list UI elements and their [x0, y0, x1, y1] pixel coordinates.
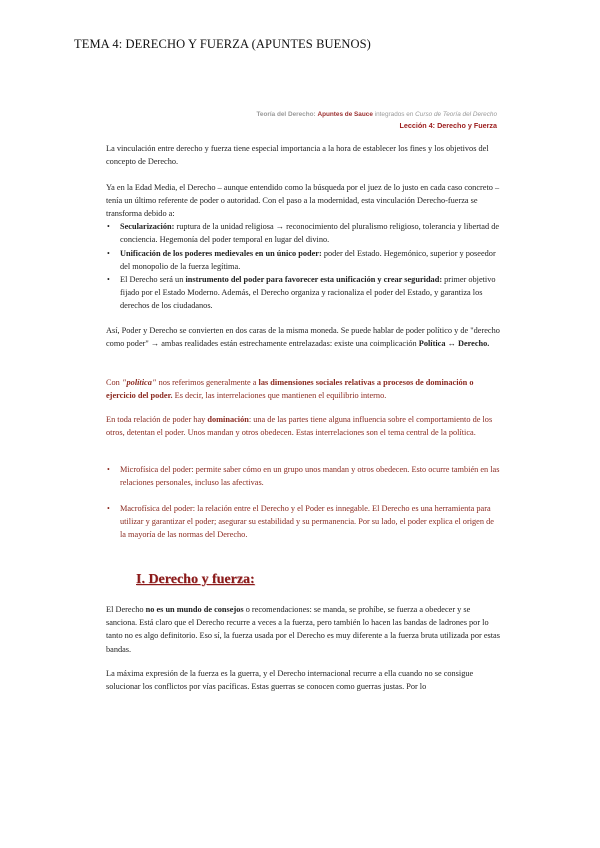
document-title: TEMA 4: DERECHO Y FUERZA (APUNTES BUENOS)	[74, 37, 371, 51]
header-part4: Curso de Teoría del Derecho	[415, 111, 497, 118]
list-item-bold: Secularización:	[120, 222, 175, 231]
list-item-text: ruptura de la unidad religiosa → reconocimiento del pluralismo religioso, tolerancia y libertad de conciencia. Hegemonía del poder temporal en lugar del divino.	[120, 222, 500, 245]
paragraph-bold: no es un mundo de consejos	[145, 605, 244, 614]
paragraph-guerra: La máxima expresión de la fuerza es la guerra, y el Derecho internacional recurre a ella cuando no se consigue solucionar los conflictos por vías pacíficas. Estas guerras se conocen como guerras justas. Por lo	[106, 669, 474, 692]
paragraph-bold: las dimensiones sociales relativas a procesos de dominación o ejercicio del poder.	[106, 378, 474, 401]
list-item-text: El Derecho será un	[120, 275, 184, 284]
paragraph-intro: La vinculación entre derecho y fuerza tiene especial importancia a la hora de establecer los fines y los objetivos del concepto de Derecho.	[106, 144, 489, 167]
paragraph-politica	[106, 376, 500, 402]
paragraph-edad-media: Ya en la Edad Media, el Derecho – aunque entendido como la búsqueda por el juez de lo justo en cada caso concreto – tenía un último referente de poder o autoridad. Con el paso a la modernidad, esta vinculación Derecho-fuerza se transforma debido a:	[106, 183, 500, 219]
paragraph-quote: "política"	[121, 378, 157, 387]
bullet-icon: •	[107, 275, 110, 284]
list-item	[107, 220, 500, 246]
list-item-text: poder del Estado. Hegemónico, superior y poseedor del monopolio de la fuerza legítima.	[120, 249, 496, 272]
paragraph-bold: dominación	[207, 415, 249, 424]
paragraph-text: Es decir, las interrelaciones que mantienen el equilibrio interno.	[174, 391, 387, 401]
header-part2: Apuntes de Sauce	[317, 111, 373, 118]
bullet-icon: •	[107, 504, 110, 513]
paragraph-dominacion	[106, 413, 500, 439]
header-part3: integrados en	[374, 111, 414, 118]
list-item	[107, 247, 500, 273]
list-item-text: Microfísica del poder: permite saber cómo en un grupo unos mandan y otros obedecen. Esto ocurre también en las relaciones personales, incluso las afectivas.	[120, 465, 500, 488]
paragraph-text: Así, Poder y Derecho se convierten en dos caras de la misma moneda. Se puede hablar de poder político y de "derecho como poder" → ambas realidades están estrechamente entrelazadas: existe una coimplicación	[106, 326, 500, 349]
paragraph-derecho-fuerza	[106, 603, 500, 656]
paragraph-bold: Política ↔ Derecho.	[418, 339, 490, 349]
paragraph-poder-derecho	[106, 324, 500, 350]
bullet-icon: •	[107, 465, 110, 474]
list-item-bold: instrumento del poder para favorecer esta unificación y crear seguridad:	[185, 275, 443, 284]
section-heading: I. Derecho y fuerza:	[136, 572, 255, 587]
bullet-icon: •	[107, 222, 110, 231]
lesson-header: Lección 4: Derecho y Fuerza	[399, 121, 497, 130]
list-item-bold: Unificación de los poderes medievales en un único poder:	[120, 249, 322, 258]
paragraph-text: nos referimos generalmente a	[158, 378, 257, 387]
bullet-icon: •	[107, 249, 110, 258]
paragraph-text: : una de las partes tiene alguna influencia sobre el comportamiento de los otros, detentan el poder. Unos mandan y otros obedecen. Estas interrelaciones son el tema central de la política.	[106, 415, 493, 438]
list-item	[107, 273, 500, 313]
list-item-microfisica	[107, 463, 500, 489]
header-part1: Teoría del Derecho:	[256, 111, 316, 118]
list-item-text: primer objetivo fijado por el Estado Moderno. Además, el Derecho organiza y racionaliza el poder del Estado, y garantiza los derechos de los ciudadanos.	[120, 275, 496, 311]
paragraph-text: Con	[106, 378, 120, 387]
list-item-macrofisica	[107, 502, 500, 542]
course-header	[256, 111, 497, 118]
list-item-text: Macrofísica del poder: la relación entre el Derecho y el Poder es innegable. El Derecho es una herramienta para utilizar y garantizar el poder; asegurar su estabilidad y su permanencia. Por su lado, el poder explica el origen de la mayoría de las normas del Derecho.	[120, 504, 494, 540]
paragraph-text: En toda relación de poder hay	[106, 415, 206, 424]
paragraph-text: o recomendaciones: se manda, se prohíbe, se fuerza a obedecer y se sanciona. Está claro que el Derecho recurre a veces a la fuerza, pero también lo hacen las bandas de ladrones por lo tanto no es algo definitorio. Eso sí, la fuerza usada por el Derecho es muy diferente a la fuerza bruta utilizada por estas bandas.	[106, 605, 500, 654]
paragraph-text: El Derecho	[106, 605, 144, 614]
